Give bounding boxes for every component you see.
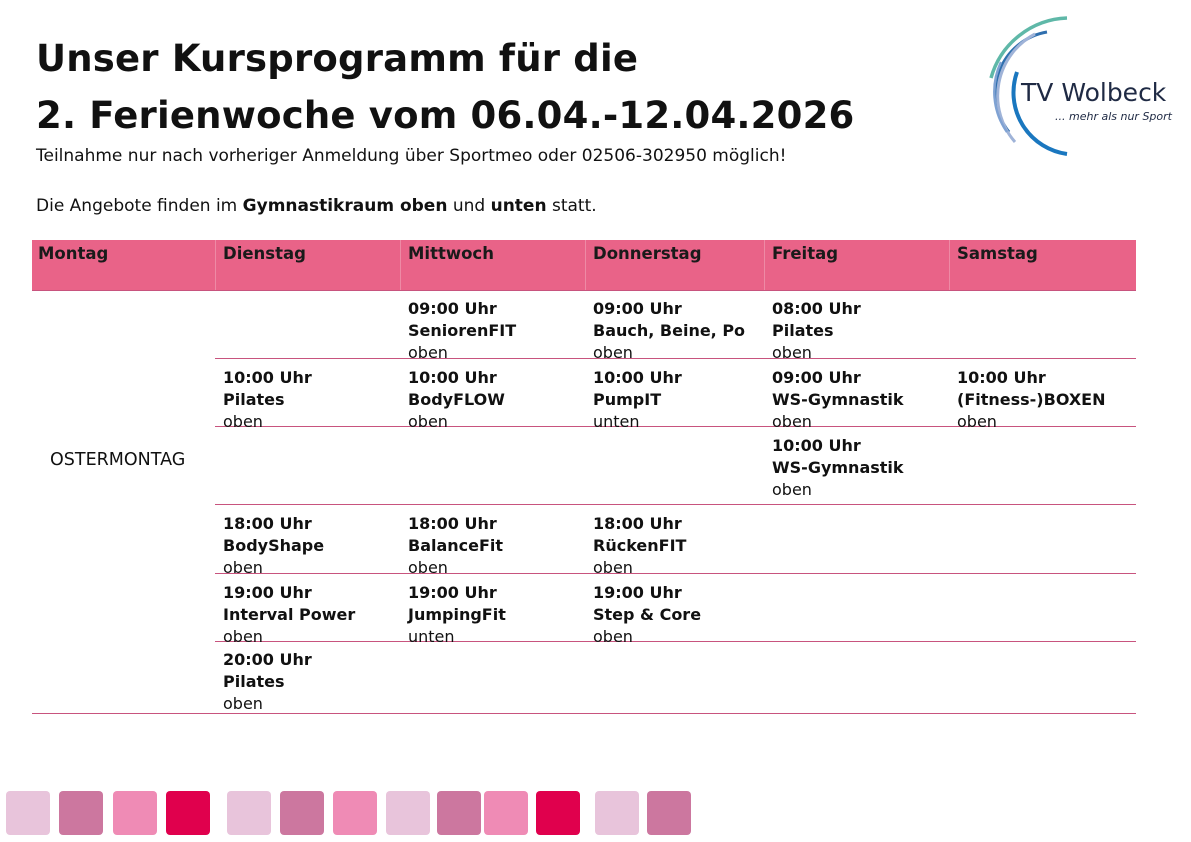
course-room: oben: [957, 412, 997, 431]
course-time: 10:00 Uhr: [772, 436, 861, 455]
course-room: oben: [593, 558, 633, 577]
day-header-donnerstag: Donnerstag: [593, 244, 702, 263]
color-swatch: [333, 791, 377, 835]
course-name: BalanceFit: [408, 536, 504, 555]
color-swatch: [437, 791, 481, 835]
course-slot: [772, 435, 904, 501]
course-time: 19:00 Uhr: [408, 583, 497, 602]
course-time: 10:00 Uhr: [223, 368, 312, 387]
title-line-1: Unser Kursprogramm für die: [36, 37, 639, 80]
location-and: und: [447, 196, 491, 216]
course-slot: [593, 582, 701, 648]
location-suffix: statt.: [546, 196, 597, 216]
day-header-mittwoch: Mittwoch: [408, 244, 494, 263]
course-room: unten: [408, 627, 455, 646]
course-room: oben: [408, 558, 448, 577]
color-swatch: [484, 791, 528, 835]
header-separator: [585, 240, 586, 290]
day-header-samstag: Samstag: [957, 244, 1038, 263]
course-room: unten: [593, 412, 640, 431]
monday-holiday-note: OSTERMONTAG: [50, 450, 186, 470]
course-name: BodyShape: [223, 536, 325, 555]
day-header-montag: Montag: [38, 244, 109, 263]
course-slot: [223, 513, 324, 579]
location-lower: unten: [490, 196, 547, 216]
color-swatch: [536, 791, 580, 835]
course-room: oben: [223, 558, 263, 577]
color-swatch: [59, 791, 103, 835]
location-room: Gymnastikraum oben: [242, 196, 448, 216]
course-name: Pilates: [772, 321, 834, 340]
color-swatch: [227, 791, 271, 835]
course-slot: [772, 298, 861, 364]
course-name: PumpIT: [593, 390, 662, 409]
course-time: 09:00 Uhr: [772, 368, 861, 387]
course-room: oben: [593, 627, 633, 646]
course-name: WS-Gymnastik: [772, 390, 904, 409]
color-swatch-strip: [6, 791, 706, 837]
color-swatch: [6, 791, 50, 835]
course-slot: [957, 367, 1106, 433]
course-slot: [223, 367, 312, 433]
course-schedule-table: [32, 240, 1136, 716]
course-slot: [408, 367, 505, 433]
course-slot: [408, 513, 503, 579]
course-name: JumpingFit: [408, 605, 506, 624]
course-time: 10:00 Uhr: [593, 368, 682, 387]
header-separator: [764, 240, 765, 290]
course-name: Bauch, Beine, Po: [593, 321, 746, 340]
course-time: 08:00 Uhr: [772, 299, 861, 318]
course-time: 19:00 Uhr: [593, 583, 682, 602]
course-slot: [593, 513, 686, 579]
course-name: Pilates: [223, 390, 285, 409]
location-note: [36, 196, 597, 216]
course-name: Interval Power: [223, 605, 356, 624]
course-slot: [408, 298, 516, 364]
color-swatch: [595, 791, 639, 835]
course-slot: [223, 582, 355, 648]
course-time: 18:00 Uhr: [408, 514, 497, 533]
registration-note: Teilnahme nur nach vorheriger Anmeldung über Sportmeo oder 02506-302950 möglich!: [36, 146, 787, 166]
course-slot: [223, 649, 312, 715]
header-separator: [400, 240, 401, 290]
logo-tagline: ... mehr als nur Sport: [1055, 110, 1172, 123]
course-slot: [408, 582, 506, 648]
day-header-freitag: Freitag: [772, 244, 839, 263]
course-time: 09:00 Uhr: [408, 299, 497, 318]
course-name: SeniorenFIT: [408, 321, 517, 340]
page-title: [36, 30, 854, 144]
color-swatch: [386, 791, 430, 835]
row-divider: [215, 504, 1136, 505]
title-line-2: 2. Ferienwoche vom 06.04.-12.04.2026: [36, 94, 855, 137]
course-room: oben: [408, 412, 448, 431]
color-swatch: [280, 791, 324, 835]
course-time: 18:00 Uhr: [223, 514, 312, 533]
course-room: oben: [223, 694, 263, 713]
course-room: oben: [408, 343, 448, 362]
course-room: oben: [772, 412, 812, 431]
color-swatch: [113, 791, 157, 835]
day-header-dienstag: Dienstag: [223, 244, 306, 263]
color-swatch: [647, 791, 691, 835]
club-logo: [985, 12, 1175, 162]
course-name: BodyFLOW: [408, 390, 505, 409]
course-room: oben: [772, 480, 812, 499]
row-divider: [32, 290, 1136, 291]
course-name: WS-Gymnastik: [772, 458, 904, 477]
course-name: (Fitness-)BOXEN: [957, 390, 1106, 409]
course-time: 10:00 Uhr: [408, 368, 497, 387]
course-slot: [772, 367, 904, 433]
course-time: 19:00 Uhr: [223, 583, 312, 602]
course-room: oben: [593, 343, 633, 362]
course-slot: [593, 367, 682, 433]
row-divider: [32, 713, 1136, 714]
schedule-header-row: [32, 240, 1136, 290]
course-name: RückenFIT: [593, 536, 687, 555]
course-room: oben: [772, 343, 812, 362]
course-time: 20:00 Uhr: [223, 650, 312, 669]
color-swatch: [166, 791, 210, 835]
course-slot: [593, 298, 745, 364]
location-prefix: Die Angebote finden im: [36, 196, 243, 216]
course-room: oben: [223, 412, 263, 431]
logo-name: TV Wolbeck: [1021, 78, 1167, 107]
course-time: 10:00 Uhr: [957, 368, 1046, 387]
header-separator: [215, 240, 216, 290]
course-time: 18:00 Uhr: [593, 514, 682, 533]
course-room: oben: [223, 627, 263, 646]
course-name: Step & Core: [593, 605, 702, 624]
course-time: 09:00 Uhr: [593, 299, 682, 318]
header-separator: [949, 240, 950, 290]
course-name: Pilates: [223, 672, 285, 691]
